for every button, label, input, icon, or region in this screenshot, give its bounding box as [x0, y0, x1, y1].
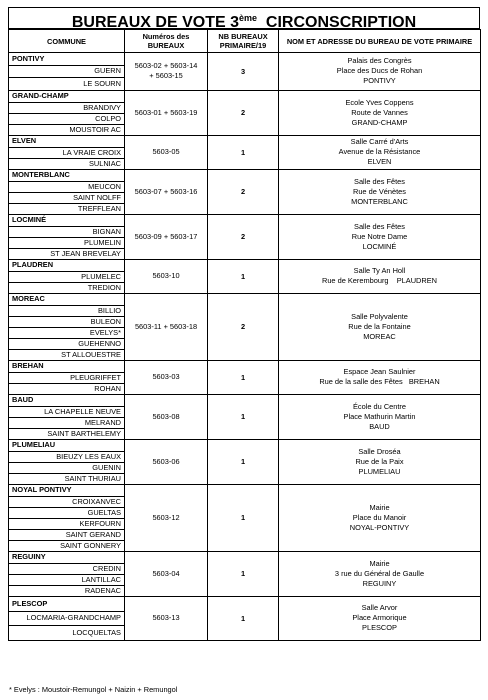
- address-line: GRAND-CHAMP: [351, 117, 408, 127]
- sub-commune-name: MEUCON: [9, 181, 125, 192]
- header-nb: NB BUREAUX PRIMAIRE/19: [208, 30, 279, 53]
- bureau-count: 1: [208, 135, 279, 169]
- commune-name: GRAND-CHAMP: [9, 90, 125, 102]
- sub-commune-name: SULNIAC: [9, 158, 125, 169]
- address-line: Place du Manoir: [352, 512, 407, 522]
- bureau-numbers: [125, 484, 208, 551]
- address-line: PLESCOP: [362, 623, 397, 633]
- sub-commune-name: COLPO: [9, 113, 125, 124]
- bureau-number-line: 5603-06: [152, 456, 180, 466]
- bureau-count: 1: [208, 439, 279, 484]
- address-line: Salle des Fêtes: [354, 176, 405, 186]
- table-row-commune: [9, 596, 481, 611]
- table-row-commune: [9, 360, 481, 372]
- address-line: Place Armorique: [352, 613, 407, 623]
- bureau-count: 2: [208, 169, 279, 214]
- bureau-number-line: 5603-05: [152, 147, 180, 157]
- commune-name: PONTIVY: [9, 53, 125, 66]
- bureau-numbers: [125, 214, 208, 259]
- bureau-numbers: [125, 596, 208, 640]
- bureau-count: 2: [208, 90, 279, 135]
- sub-commune-name: MELRAND: [9, 417, 125, 428]
- sub-commune-name: GUELTAS: [9, 507, 125, 518]
- sub-commune-name: LE SOURN: [9, 78, 125, 91]
- bureau-count: 3: [208, 53, 279, 91]
- address-line: Mairie: [369, 558, 390, 568]
- commune-name: REGUINY: [9, 551, 125, 563]
- table-row-commune: [9, 214, 481, 226]
- bureau-numbers: [125, 259, 208, 293]
- bureau-count: 1: [208, 259, 279, 293]
- sub-commune-name: LANTILLAC: [9, 574, 125, 585]
- sub-commune-name: PLEUGRIFFET: [9, 372, 125, 383]
- address-line: Salle Carré d'Arts: [350, 137, 409, 147]
- commune-name: PLESCOP: [9, 596, 125, 611]
- table-row-commune: [9, 53, 481, 66]
- sub-commune-name: BIGNAN: [9, 226, 125, 237]
- bureau-number-line: 5603-04: [152, 568, 180, 578]
- bureau-number-line: 5603-03: [152, 372, 180, 382]
- sub-commune-name: SAINT THURIAU: [9, 473, 125, 484]
- bureau-number-line: 5603-09 + 5603-17: [134, 231, 198, 241]
- bureau-count: 1: [208, 394, 279, 439]
- address-line: Place Mathurin Martin: [343, 411, 416, 421]
- address-line: Palais des Congrès: [347, 56, 412, 66]
- title-main: BUREAUX DE VOTE 3: [71, 14, 239, 31]
- polling-address: [279, 360, 481, 394]
- address-line: École du Centre: [353, 401, 406, 411]
- bureau-number-line: 5603-13: [152, 613, 180, 623]
- bureau-number-line: 5603-08: [152, 411, 180, 421]
- polling-address: [279, 214, 481, 259]
- address-line: PONTIVY: [363, 76, 396, 86]
- sub-commune-name: BRANDIVY: [9, 102, 125, 113]
- address-line: Salle Polyvalente: [351, 311, 408, 321]
- table-row-commune: [9, 484, 481, 496]
- sub-commune-name: CROIXANVEC: [9, 496, 125, 507]
- bureau-count: 1: [208, 551, 279, 596]
- sub-commune-name: LA VRAIE CROIX: [9, 147, 125, 158]
- commune-name: BAUD: [9, 394, 125, 406]
- table-row-commune: [9, 439, 481, 451]
- bureau-numbers: [125, 90, 208, 135]
- polling-address: [279, 169, 481, 214]
- table-row-commune: [9, 293, 481, 305]
- table-row-commune: [9, 394, 481, 406]
- bureau-count: 2: [208, 214, 279, 259]
- bureau-number-line: 5603-10: [152, 271, 180, 281]
- polling-address: [279, 53, 481, 91]
- bureau-numbers: [125, 53, 208, 91]
- table-body: [9, 53, 481, 641]
- sub-commune-name: GUENIN: [9, 462, 125, 473]
- bureau-numbers: [125, 169, 208, 214]
- header-adresse: NOM ET ADRESSE DU BUREAU DE VOTE PRIMAIRE: [279, 30, 481, 53]
- sub-commune-name: RADENAC: [9, 585, 125, 596]
- address-line: BAUD: [369, 421, 390, 431]
- bureau-numbers: [125, 360, 208, 394]
- sub-commune-name: SAINT GERAND: [9, 529, 125, 540]
- address-line: MOREAC: [363, 331, 396, 341]
- table-row-commune: [9, 135, 481, 147]
- address-line: 3 rue du Général de Gaulle: [334, 568, 425, 578]
- sub-commune-name: CREDIN: [9, 563, 125, 574]
- address-line: ELVEN: [367, 157, 392, 167]
- address-line: REGUINY: [362, 578, 397, 588]
- sub-commune-name: MOUSTOIR AC: [9, 124, 125, 135]
- address-line: LOCMINÉ: [362, 241, 397, 251]
- polling-address: [279, 394, 481, 439]
- bureau-number-line: + 5603-15: [149, 71, 183, 81]
- page-title: [8, 7, 480, 29]
- commune-name: MOREAC: [9, 293, 125, 305]
- sub-commune-name: ST ALLOUESTRE: [9, 349, 125, 360]
- sub-commune-name: LOCQUELTAS: [9, 626, 125, 641]
- header-commune: COMMUNE: [9, 30, 125, 53]
- address-line: Mairie: [369, 502, 390, 512]
- polling-address: [279, 439, 481, 484]
- polling-stations-table: [8, 29, 481, 641]
- header-row: [9, 30, 481, 53]
- address-line: Ecole Yves Coppens: [345, 97, 414, 107]
- address-line: Salle Ty An Holl: [353, 266, 406, 276]
- sub-commune-name: SAINT BARTHELEMY: [9, 428, 125, 439]
- commune-name: BREHAN: [9, 360, 125, 372]
- sub-commune-name: PLUMELIN: [9, 237, 125, 248]
- sub-commune-name: SAINT NOLFF: [9, 192, 125, 203]
- bureau-number-line: 5603-02 + 5603-14: [134, 61, 198, 71]
- sub-commune-name: TREDION: [9, 282, 125, 293]
- bureau-number-line: 5603-07 + 5603-16: [134, 186, 198, 196]
- header-numeros: Numéros des BUREAUX: [125, 30, 208, 53]
- polling-address: [279, 484, 481, 551]
- sub-commune-name: LA CHAPELLE NEUVE: [9, 406, 125, 417]
- address-line: Salle Droséa: [358, 446, 401, 456]
- sub-commune-name: TREFFLEAN: [9, 203, 125, 214]
- bureau-count: 1: [208, 596, 279, 640]
- sub-commune-name: LOCMARIA-GRANDCHAMP: [9, 611, 125, 626]
- address-line: MONTERBLANC: [351, 196, 408, 206]
- bureau-numbers: [125, 135, 208, 169]
- bureau-number-line: 5603-01 + 5603-19: [134, 107, 198, 117]
- bureau-numbers: [125, 293, 208, 360]
- commune-name: PLAUDREN: [9, 259, 125, 271]
- polling-address: [279, 596, 481, 640]
- table-row-commune: [9, 551, 481, 563]
- sub-commune-name: ST JEAN BREVELAY: [9, 248, 125, 259]
- title-superscript: ème: [239, 13, 258, 23]
- address-line: Rue de la salle des Fêtes BREHAN: [319, 377, 440, 387]
- sub-commune-name: GUERN: [9, 65, 125, 78]
- bureau-count: 1: [208, 484, 279, 551]
- commune-name: PLUMELIAU: [9, 439, 125, 451]
- sub-commune-name: EVELYS*: [9, 327, 125, 338]
- title-tail: CIRCONSCRIPTION: [257, 14, 417, 31]
- sub-commune-name: BILLIO: [9, 305, 125, 316]
- address-line: Route de Vannes: [351, 107, 408, 117]
- polling-address: [279, 259, 481, 293]
- address-line: NOYAL-PONTIVY: [349, 522, 410, 532]
- sub-commune-name: SAINT GONNERY: [9, 540, 125, 551]
- sub-commune-name: KERFOURN: [9, 518, 125, 529]
- sub-commune-name: ROHAN: [9, 383, 125, 394]
- polling-address: [279, 551, 481, 596]
- bureau-numbers: [125, 394, 208, 439]
- bureau-number-line: 5603-12: [152, 512, 180, 522]
- sub-commune-name: BIEUZY LES EAUX: [9, 451, 125, 462]
- polling-address: [279, 293, 481, 360]
- polling-address: [279, 90, 481, 135]
- bureau-numbers: [125, 551, 208, 596]
- address-line: Rue de la Fontaine: [348, 321, 411, 331]
- address-line: PLUMELIAU: [358, 466, 401, 476]
- sub-commune-name: GUEHENNO: [9, 338, 125, 349]
- address-line: Rue de Vénètes: [352, 186, 406, 196]
- address-line: Espace Jean Saulnier: [343, 367, 416, 377]
- table-row-commune: [9, 259, 481, 271]
- bureau-numbers: [125, 439, 208, 484]
- address-line: Salle Arvor: [361, 603, 398, 613]
- commune-name: NOYAL PONTIVY: [9, 484, 125, 496]
- table-row-commune: [9, 90, 481, 102]
- address-line: Avenue de la Résistance: [338, 147, 421, 157]
- address-line: Rue Notre Dame: [351, 231, 408, 241]
- bureau-number-line: 5603-11 + 5603-18: [134, 321, 198, 331]
- bureau-count: 2: [208, 293, 279, 360]
- table-row-commune: [9, 169, 481, 181]
- sub-commune-name: BULEON: [9, 316, 125, 327]
- address-line: Salle des Fêtes: [354, 221, 405, 231]
- footnote: * Evelys : Moustoir-Remungol + Naizin + Remungol: [9, 685, 178, 694]
- commune-name: ELVEN: [9, 135, 125, 147]
- address-line: Rue de la Paix: [355, 456, 404, 466]
- bureau-count: 1: [208, 360, 279, 394]
- polling-address: [279, 135, 481, 169]
- address-line: Rue de Kerembourg PLAUDREN: [321, 276, 438, 286]
- sub-commune-name: PLUMELEC: [9, 271, 125, 282]
- address-line: Place des Ducs de Rohan: [336, 66, 423, 76]
- commune-name: LOCMINÉ: [9, 214, 125, 226]
- commune-name: MONTERBLANC: [9, 169, 125, 181]
